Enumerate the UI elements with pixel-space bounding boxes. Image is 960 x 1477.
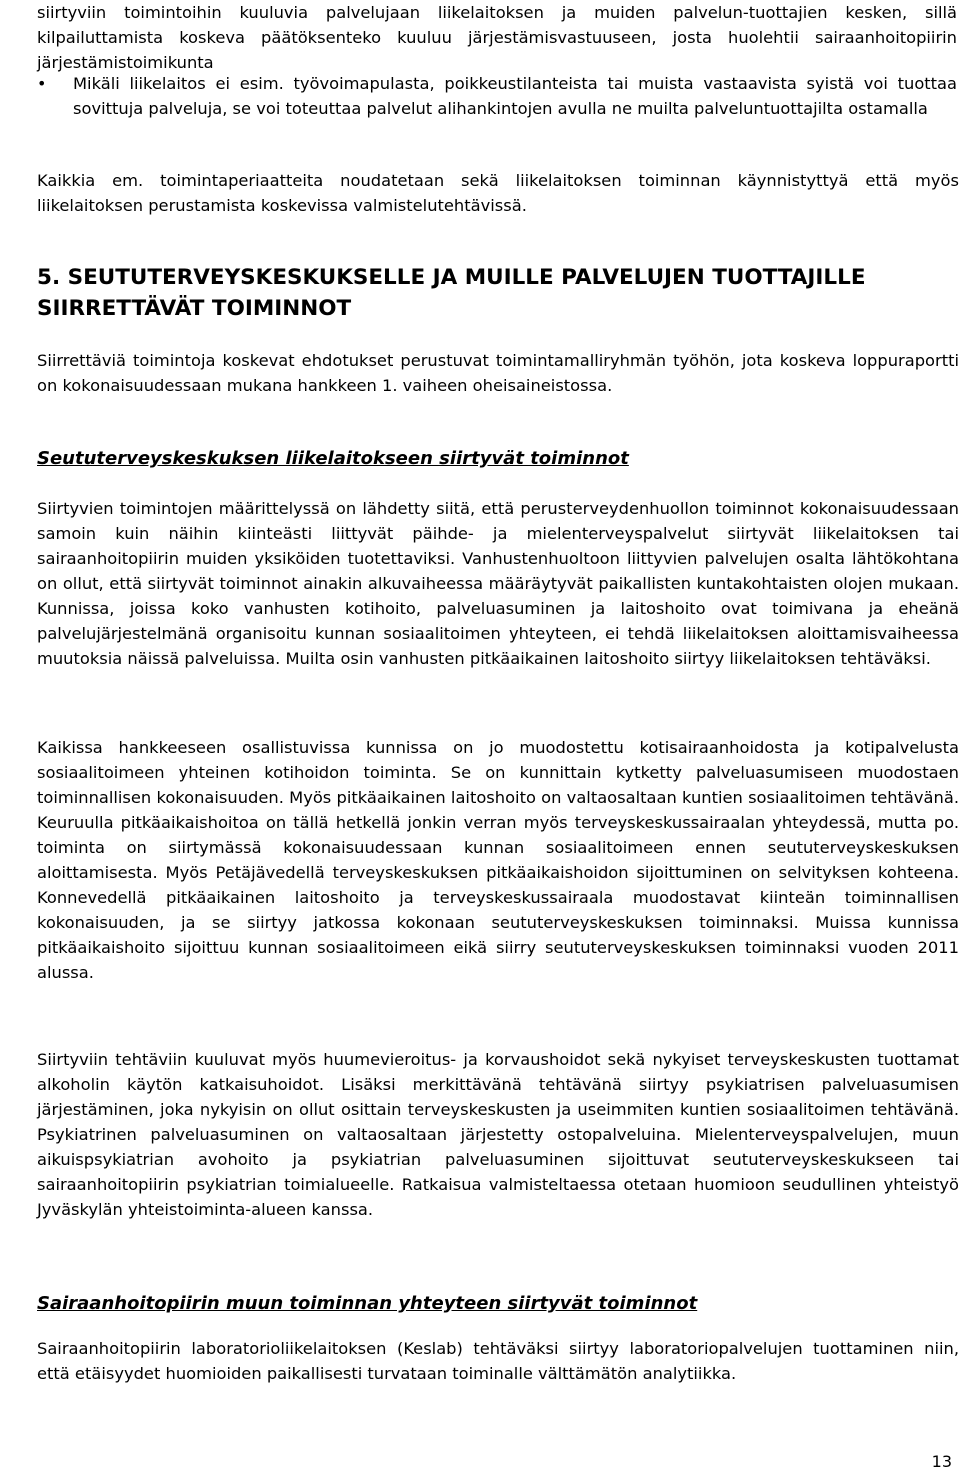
bullet-item bbox=[37, 71, 957, 121]
paragraph-keslab: Sairaanhoitopiirin laboratorioliikelaitoksen (Keslab) tehtäväksi siirtyy laboratoriopalvelujen tuottaminen niin, että etäisyydet huomioiden paikallisesti turvataan toiminalle välttämätön analytiikka. bbox=[37, 1339, 959, 1383]
intro-continuation: siirtyviin toimintoihin kuuluvia palvelujaan liikelaitoksen ja muiden palvelun-tuottajien kesken, sillä kilpailuttamista koskeva päätöksenteko kuuluu järjestämisvastuuseen, josta huolehtii sairaanhoitopiirin järjestämistoimikunta bbox=[37, 3, 957, 72]
paragraph-principles: Kaikkia em. toimintaperiaatteita noudatetaan sekä liikelaitoksen toiminnan käynnistyttyä että myös liikelaitoksen perustamista koskevissa valmistelutehtävissä. bbox=[37, 171, 959, 215]
paragraph-kotihoito: Kaikissa hankkeeseen osallistuvissa kunnissa on jo muodostettu kotisairaanhoidosta ja kotipalvelusta sosiaalitoimeen yhteinen kotihoidon toiminta. Se on kunnittain kytketty palveluasumiseen muodostaen toiminnallisen kokonaisuuden. Myös pitkäaikainen laitoshoito on valtaosaltaan kuntien sosiaalitoimen tehtävänä. Keuruulla pitkäaikaishoitoa on tällä hetkellä jonkin verran myös terveyskeskussairaalan yhteydessä, mutta po. toiminta on siirtymässä kokonaisuudessaan kunnan sosiaalitoimeen ennen seututerveyskeskuksen aloittamisesta. Myös Petäjävedellä terveyskeskuksen pitkäaikaishoidon sijoittuminen on selvityksen kohteena. Konnevedellä pitkäaikainen laitoshoito ja terveyskeskussairaala muodostavat kiinteän toiminnallisen kokonaisuuden, ja se siirtyy jatkossa kokonaan seututerveyskeskuksen toiminnaksi. Muissa kunnissa pitkäaikaishoito sijoittuu kunnan sosiaalitoimeen eikä siirry seututerveyskeskuksen toiminnaksi vuoden 2011 alussa. bbox=[37, 738, 959, 982]
bullet-dot-icon: • bbox=[37, 74, 47, 93]
subheading-sairaanhoitopiiri: Sairaanhoitopiirin muun toiminnan yhteyteen siirtyvät toiminnot bbox=[37, 1293, 698, 1314]
page-number: 13 bbox=[931, 1452, 952, 1471]
subheading-seututerveyskeskus: Seututerveyskeskuksen liikelaitokseen siirtyvät toiminnot bbox=[37, 448, 629, 469]
section-heading: 5. SEUTUTERVEYSKESKUKSELLE JA MUILLE PALVELUJEN TUOTTAJILLE SIIRRETTÄVÄT TOIMINNOT bbox=[37, 265, 866, 321]
paragraph-paihde-psykiatria: Siirtyviin tehtäviin kuuluvat myös huumevieroitus- ja korvaushoidot sekä nykyiset terveyskeskusten tuottamat alkoholin käytön katkaisuhoidot. Lisäksi merkittävänä tehtävänä siirtyy psykiatrisen palveluasumisen järjestäminen, joka nykyisin on ollut osittain terveyskeskusten ja useimmiten kuntien sosiaalitoimen tehtävänä. Psykiatrinen palveluasuminen on valtaosaltaan järjestetty ostopalveluina. Mielenterveyspalvelujen, muun aikuispsykiatrian avohoito ja psykiatrian palveluasuminen sijoittuvat seututerveyskeskukseen tai sairaanhoitopiirin psykiatrian toimialueelle. Ratkaisua valmisteltaessa otetaan huomioon seudullinen yhteistyö Jyväskylän yhteistoiminta-alueen kanssa. bbox=[37, 1050, 959, 1219]
bullet-text: Mikäli liikelaitos ei esim. työvoimapulasta, poikkeustilanteista tai muista vastaavista syistä voi tuottaa sovittuja palveluja, se voi toteuttaa palvelut alihankintojen avulla ne muilta palveluntuottajilta ostamalla bbox=[73, 74, 957, 118]
paragraph-siirtyvat-toiminnot: Siirtyvien toimintojen määrittelyssä on lähdetty siitä, että perusterveydenhuollon toiminnot kokonaisuudessaan samoin kuin näihin kiinteästi liittyvät päihde- ja mielenterveyspalvelut siirtyvät liikelaitoksen tai sairaanhoitopiirin muiden yksiköiden tuotettaviksi. Vanhustenhuoltoon liittyvien palvelujen osalta lähtökohtana on ollut, että siirtyvät toiminnot ainakin alkuvaiheessa määräytyvät paikallisten kuntakohtaisten olojen mukaan. Kunnissa, joissa koko vanhusten kotihoito, palveluasuminen ja laitoshoito ovat toimivana ja eheänä palvelujärjestelmänä organisoitu kunnan sosiaalitoimen yhteyteen, ei tehdä liikelaitoksen aloittamisvaiheessa muutoksia näissä palveluissa. Muilta osin vanhusten pitkäaikainen laitoshoito siirtyy liikelaitoksen tehtäväksi. bbox=[37, 499, 959, 668]
paragraph-section-intro: Siirrettäviä toimintoja koskevat ehdotukset perustuvat toimintamalliryhmän työhön, jota koskeva loppuraportti on kokonaisuudessaan mukana hankkeen 1. vaiheen oheisaineistossa. bbox=[37, 351, 959, 395]
